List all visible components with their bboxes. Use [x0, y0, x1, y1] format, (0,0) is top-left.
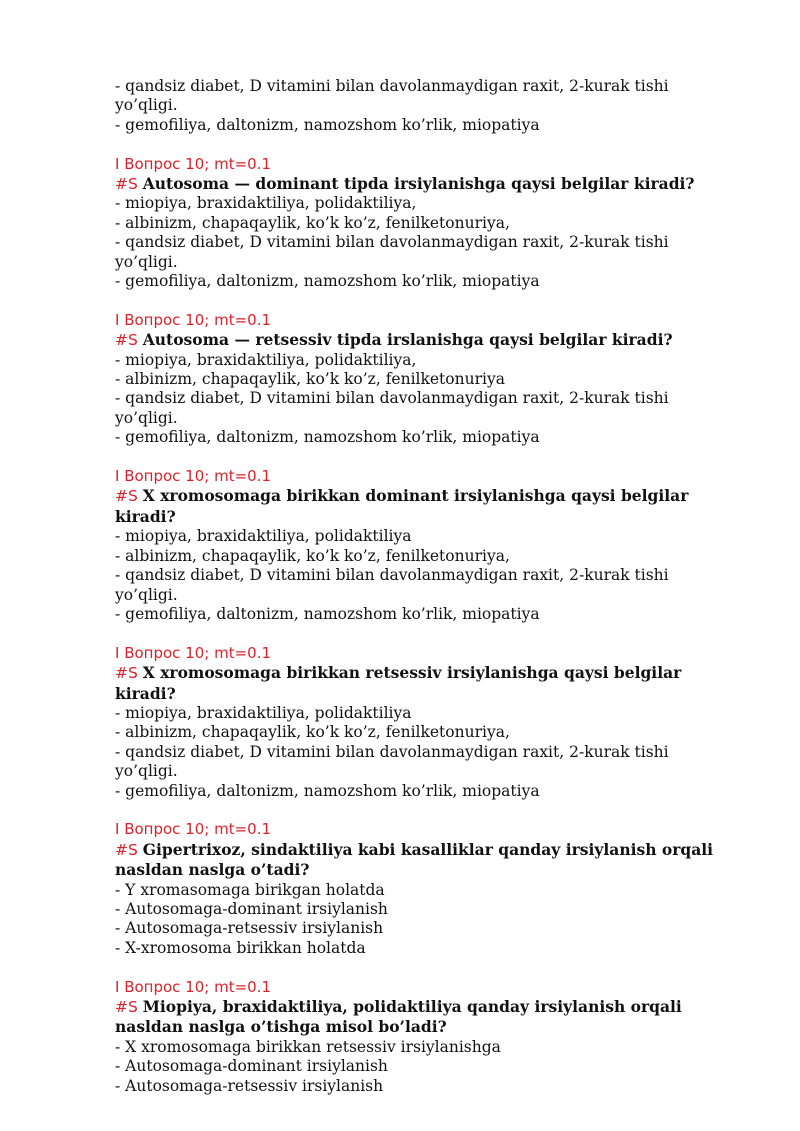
answer-option: - qandsiz diabet, D vitamini bilan davolanmaydigan raxit, 2-kurak tishi yo’qligi.	[115, 742, 669, 781]
question-meta: I Вопрос 10; mt=0.1	[115, 154, 272, 173]
question-text: X xromosomaga birikkan dominant irsiylanishga qaysi belgilar kiradi?	[115, 486, 689, 526]
question-meta: I Вопрос 10; mt=0.1	[115, 977, 272, 996]
question-block	[115, 467, 735, 624]
answer-option: - miopiya, braxidaktiliya, polidaktiliya	[115, 527, 412, 546]
question-block	[115, 155, 735, 292]
answer-option: - albinizm, chapaqaylik, ko’k ko’z, fenilketonuriya,	[115, 723, 510, 742]
question-block	[115, 978, 735, 1096]
question-stem	[115, 663, 735, 704]
answer-option: - gemofiliya, daltonizm, namozshom ko’rlik, miopatiya	[115, 115, 540, 134]
question-meta: I Вопрос 10; mt=0.1	[115, 310, 272, 329]
question-text: Autosoma — dominant tipda irsiylanishga qaysi belgilar kiradi?	[142, 174, 695, 194]
answer-option: - Autosomaga-dominant irsiylanish	[115, 899, 388, 918]
question-block	[115, 644, 735, 801]
answer-option: - Autosomaga-retsessiv irsiylanish	[115, 919, 384, 938]
question-tag: #S	[115, 998, 138, 1016]
question-tag: #S	[115, 331, 138, 350]
answer-option: - albinizm, chapaqaylik, ko’k ko’z, fenilketonuriya	[115, 370, 505, 389]
answer-option: - gemofiliya, daltonizm, namozshom ko’rlik, miopatiya	[115, 272, 540, 291]
question-text: X xromosomaga birikkan retsessiv irsiylanishga qaysi belgilar kiradi?	[115, 663, 682, 703]
answer-option: - miopiya, braxidaktiliya, polidaktiliya,	[115, 194, 417, 213]
question-stem	[115, 997, 735, 1038]
question-stem	[115, 486, 735, 527]
question-tag: #S	[115, 664, 138, 683]
question-text: Miopiya, braxidaktiliya, polidaktiliya qanday irsiylanish orqali nasldan naslga o’tishga misol bo’ladi?	[115, 997, 682, 1037]
question-meta: I Вопрос 10; mt=0.1	[115, 643, 272, 662]
question-text: Autosoma — retsessiv tipda irslanishga qaysi belgilar kiradi?	[142, 330, 673, 350]
answer-option: - albinizm, chapaqaylik, ko’k ko’z, fenilketonuriya,	[115, 546, 510, 565]
question-text: Gipertrixoz, sindaktiliya kabi kasalliklar qanday irsiylanish orqali nasldan naslga o’tadi?	[115, 839, 714, 880]
question-meta: I Вопрос 10; mt=0.1	[115, 467, 272, 486]
question-stem	[115, 174, 735, 194]
answer-option: - X xromosomaga birikkan retsessiv irsiylanishga	[115, 1037, 501, 1056]
answer-option: - gemofiliya, daltonizm, namozshom ko’rlik, miopatiya	[115, 428, 540, 447]
answer-option: - albinizm, chapaqaylik, ko’k ko’z, fenilketonuriya,	[115, 213, 510, 232]
answer-option: - Y xromasomaga birikgan holatda	[115, 880, 385, 899]
question-block-partial	[115, 77, 735, 135]
question-meta: I Вопрос 10; mt=0.1	[115, 820, 272, 839]
answer-option: - X-xromosoma birikkan holatda	[115, 938, 366, 957]
document-page	[115, 77, 735, 1115]
question-block	[115, 820, 735, 958]
question-tag: #S	[115, 175, 138, 194]
question-stem	[115, 840, 735, 881]
question-stem	[115, 330, 735, 350]
answer-option: - Autosomaga-dominant irsiylanish	[115, 1057, 388, 1076]
question-tag: #S	[115, 487, 138, 506]
question-block	[115, 311, 735, 448]
answer-option: - miopiya, braxidaktiliya, polidaktiliya,	[115, 350, 417, 369]
answer-option: - qandsiz diabet, D vitamini bilan davolanmaydigan raxit, 2-kurak tishi yo’qligi.	[115, 389, 669, 427]
answer-option: - miopiya, braxidaktiliya, polidaktiliya	[115, 703, 412, 722]
answer-option: - gemofiliya, daltonizm, namozshom ko’rlik, miopatiya	[115, 781, 540, 800]
answer-option: - gemofiliya, daltonizm, namozshom ko’rlik, miopatiya	[115, 604, 540, 623]
answer-option: - qandsiz diabet, D vitamini bilan davolanmaydigan raxit, 2-kurak tishi yo’qligi.	[115, 77, 669, 115]
answer-option: - qandsiz diabet, D vitamini bilan davolanmaydigan raxit, 2-kurak tishi yo’qligi.	[115, 566, 669, 604]
question-tag: #S	[115, 840, 138, 859]
answer-option: - Autosomaga-retsessiv irsiylanish	[115, 1076, 384, 1095]
answer-option: - qandsiz diabet, D vitamini bilan davolanmaydigan raxit, 2-kurak tishi yo’qligi.	[115, 233, 669, 271]
